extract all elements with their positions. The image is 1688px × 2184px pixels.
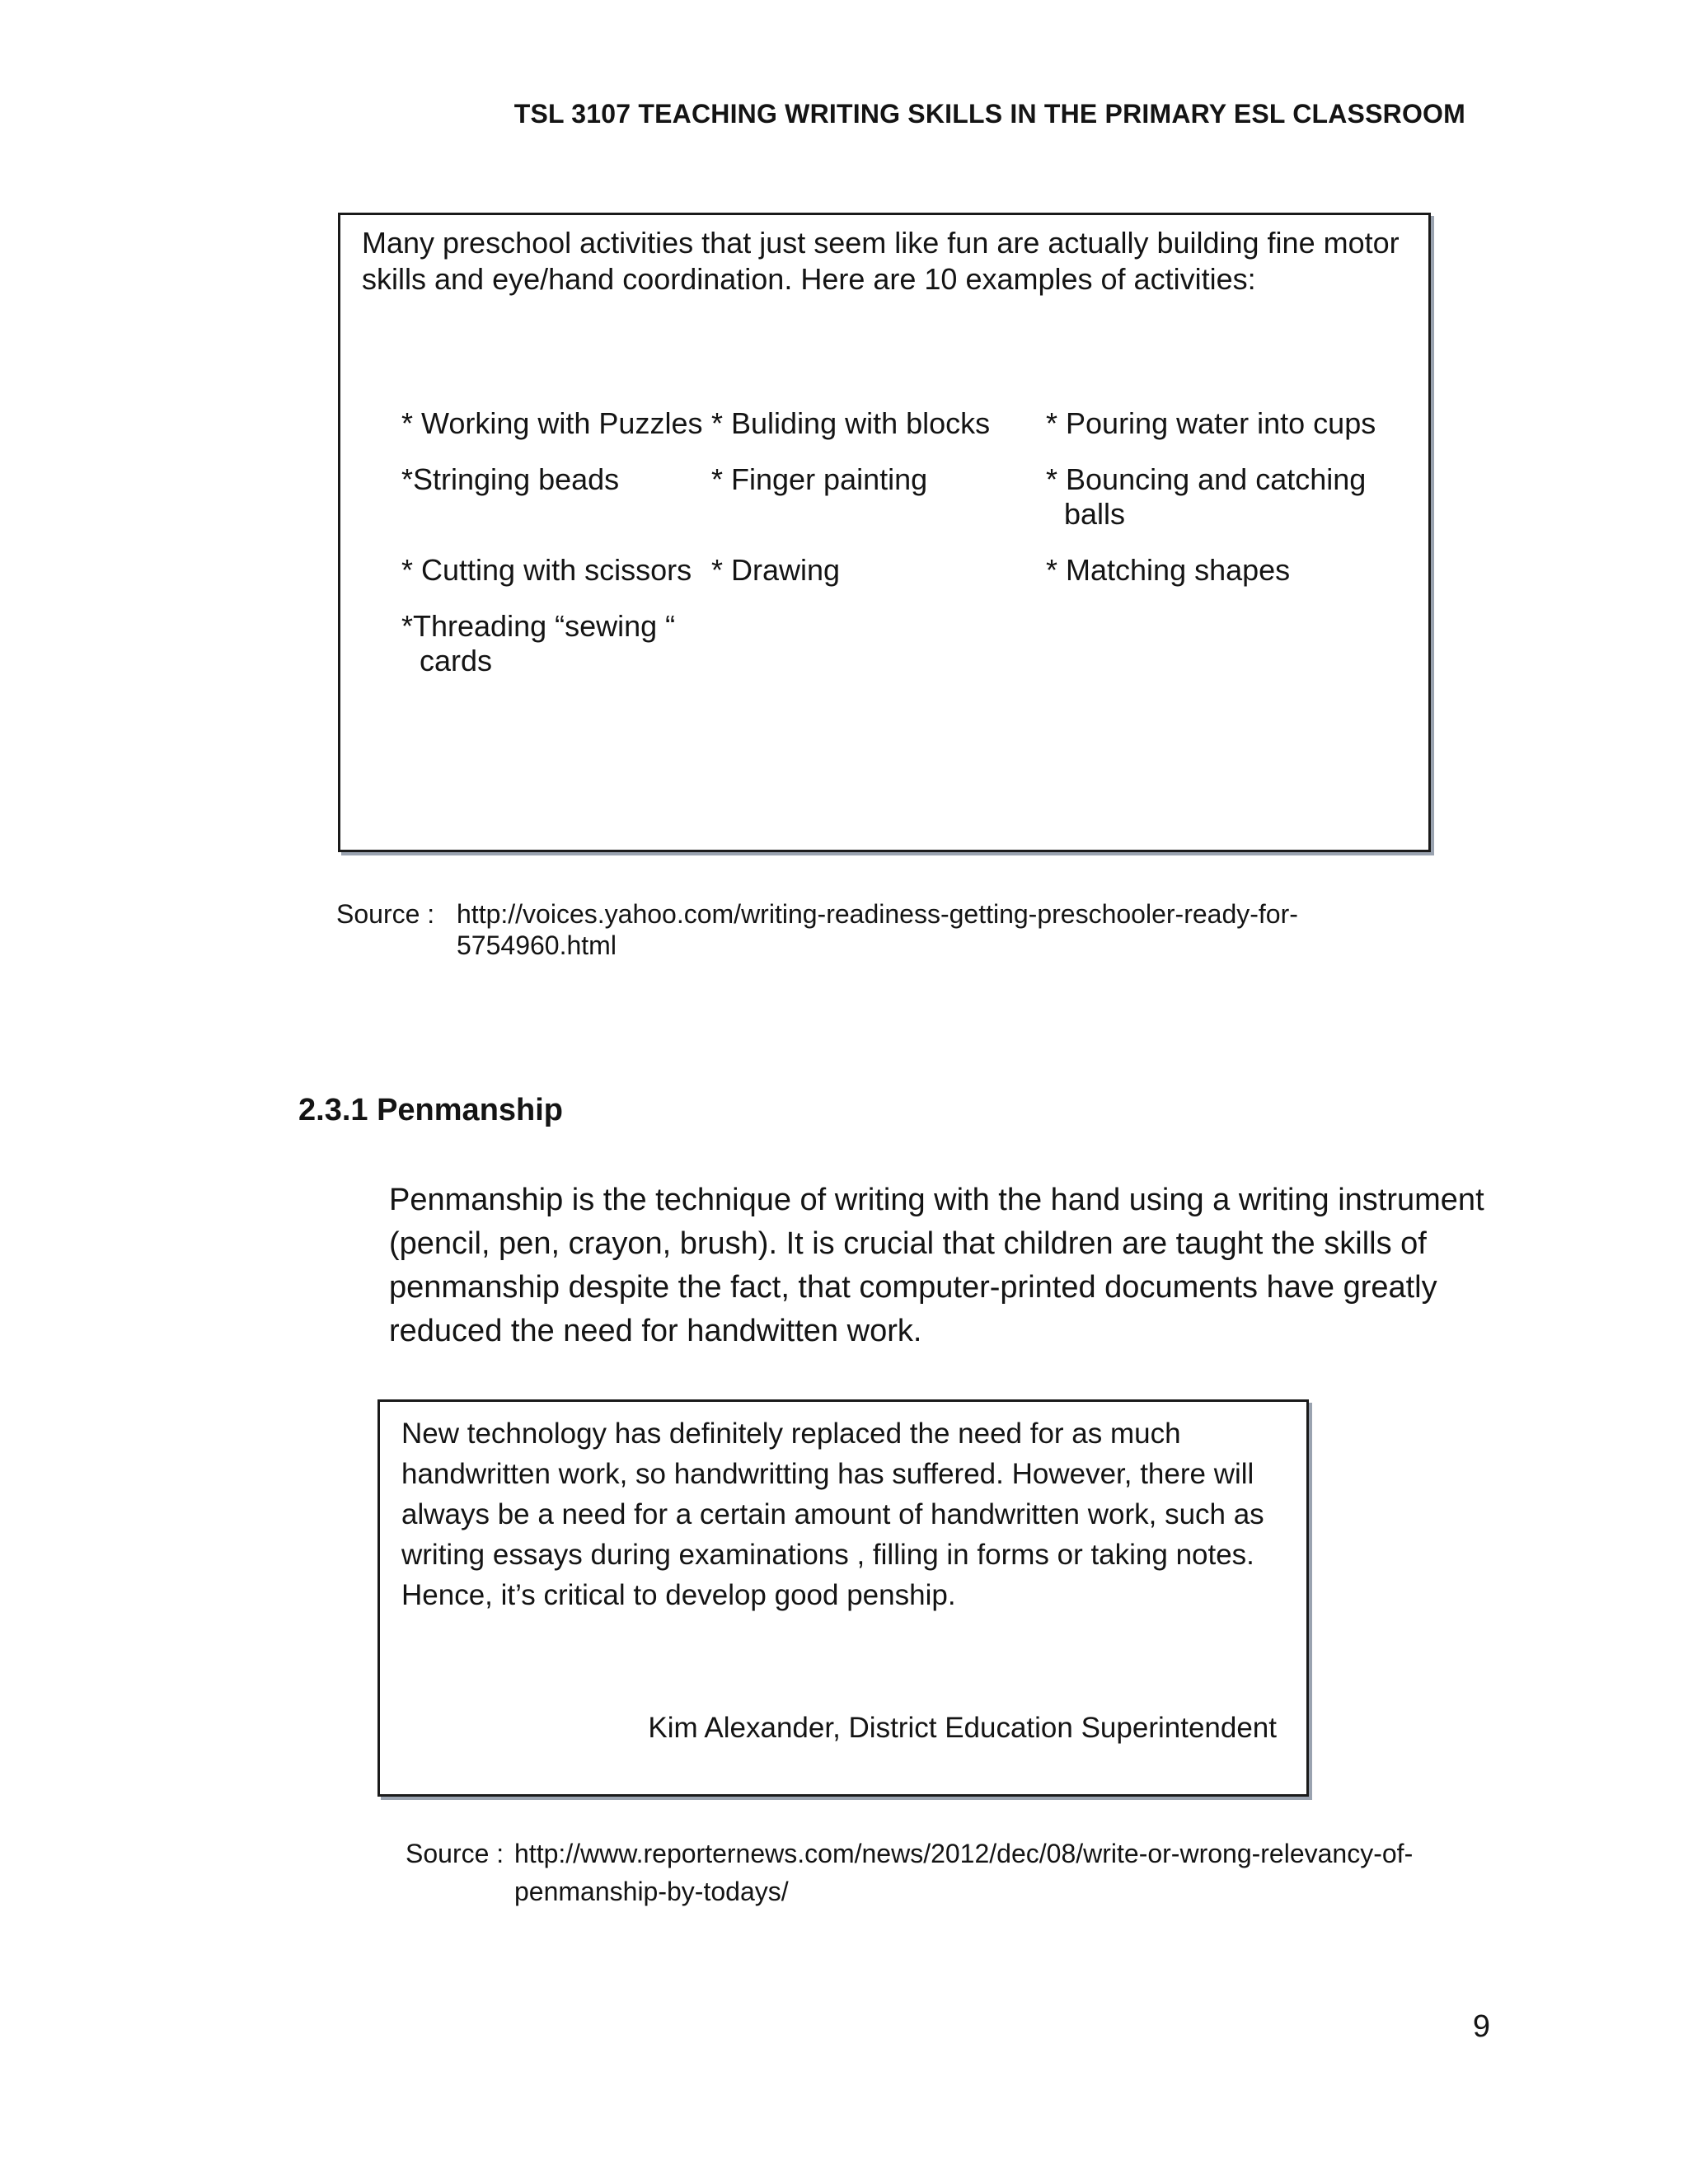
quote-text: New technology has definitely replaced the need for as much handwritten work, so handwritting has suffered. However, there will always be a need for a certain amount of handwritten work, such as writing essays during examinations , filling in forms or taking notes. Hence, it’s critical to develop good penship. xyxy=(401,1418,1264,1611)
activity-item: * Drawing xyxy=(711,553,841,587)
source-url-line-1[interactable]: http://voices.yahoo.com/writing-readiness-getting-preschooler-ready-for- xyxy=(457,899,1298,929)
activities-row xyxy=(401,406,1415,441)
activity-item: * Working with Puzzles xyxy=(401,406,703,440)
source-citation-1 xyxy=(336,898,1298,961)
source-url-line-2[interactable]: 5754960.html xyxy=(457,930,617,960)
source-url-line-1[interactable]: http://www.reporternews.com/news/2012/dec/08/write-or-wrong-relevancy-of- xyxy=(514,1839,1414,1868)
quote-author: Kim Alexander, District Education Superintendent xyxy=(648,1712,1277,1744)
activity-item: * Buliding with blocks xyxy=(711,406,991,440)
activities-row xyxy=(401,609,1415,678)
activities-row xyxy=(401,553,1415,588)
activities-grid xyxy=(401,406,1415,700)
page-number: 9 xyxy=(1472,2009,1490,2044)
page-header: TSL 3107 TEACHING WRITING SKILLS IN THE PRIMARY ESL CLASSROOM xyxy=(513,99,1465,129)
activity-item: * Pouring water into cups xyxy=(1046,406,1376,440)
activities-box xyxy=(338,213,1431,852)
activity-item: * Matching shapes xyxy=(1046,553,1291,587)
activity-item: *Threading “sewing “ cards xyxy=(401,609,676,677)
source-citation-2 xyxy=(406,1835,1413,1910)
quote-box xyxy=(377,1399,1309,1797)
source-url-line-2[interactable]: penmanship-by-todays/ xyxy=(514,1877,789,1906)
section-heading: 2.3.1 Penmanship xyxy=(298,1093,564,1127)
activity-item: * Bouncing and catching balls xyxy=(1046,462,1367,531)
activity-item-empty xyxy=(1046,609,1409,678)
source-label: Source : xyxy=(336,899,435,929)
activities-intro: Many preschool activities that just seem like fun are actually building fine motor skills and eye/hand coordination. Here are 10 examples of activities: xyxy=(362,226,1400,296)
activity-item-empty xyxy=(711,609,1046,678)
activity-item: *Stringing beads xyxy=(401,462,620,496)
activity-item: * Cutting with scissors xyxy=(401,553,692,587)
activity-item: * Finger painting xyxy=(711,462,928,496)
activities-row xyxy=(401,462,1415,532)
source-label: Source : xyxy=(406,1839,504,1868)
section-paragraph: Penmanship is the technique of writing with the hand using a writing instrument (pencil, pen, crayon, brush). It is crucial that children are taught the skills of penmanship despite the fact, that computer-printed documents have greatly reduced the need for handwitten work. xyxy=(389,1183,1484,1348)
